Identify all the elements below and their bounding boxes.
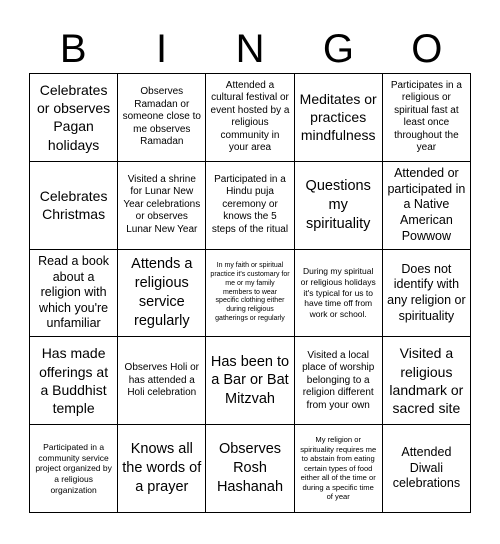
- bingo-cell[interactable]: Has been to a Bar or Bat Mitzvah: [206, 337, 294, 425]
- bingo-cell[interactable]: Observes Holi or has attended a Holi celebration: [118, 337, 206, 425]
- bingo-cell[interactable]: Knows all the words of a prayer: [118, 425, 206, 513]
- bingo-cell[interactable]: Observes Rosh Hashanah: [206, 425, 294, 513]
- bingo-cell[interactable]: Observes Ramadan or someone close to me observes Ramadan: [118, 74, 206, 162]
- bingo-cell[interactable]: Attended a cultural festival or event hosted by a religious community in your area: [206, 74, 294, 162]
- bingo-cell[interactable]: My religion or spirituality requires me to abstain from eating certain types of food either all of the time or during a specific time of year: [295, 425, 383, 513]
- header-letter-g: G: [322, 27, 354, 71]
- bingo-cell[interactable]: Participated in a community service project organized by a religious organization: [30, 425, 118, 513]
- bingo-header: [29, 28, 471, 70]
- bingo-cell[interactable]: Visited a local place of worship belonging to a religion different from your own: [295, 337, 383, 425]
- bingo-cell[interactable]: Celebrates Christmas: [30, 162, 118, 250]
- header-letter-n: N: [235, 27, 265, 71]
- header-letter-i: I: [156, 27, 168, 71]
- bingo-cell[interactable]: Visited a shrine for Lunar New Year celebrations or observes Lunar New Year: [118, 162, 206, 250]
- bingo-grid: [29, 73, 471, 513]
- bingo-cell[interactable]: Celebrates or observes Pagan holidays: [30, 74, 118, 162]
- bingo-cell[interactable]: Visited a religious landmark or sacred site: [383, 337, 471, 425]
- header-letter-o: O: [411, 27, 443, 71]
- bingo-cell[interactable]: Attends a religious service regularly: [118, 250, 206, 338]
- bingo-cell[interactable]: During my spiritual or religious holidays it's typical for us to have time off from work or school.: [295, 250, 383, 338]
- bingo-cell[interactable]: Read a book about a religion with which you're unfamiliar: [30, 250, 118, 338]
- bingo-cell[interactable]: Meditates or practices mindfulness: [295, 74, 383, 162]
- bingo-cell[interactable]: Participates in a religious or spiritual fast at least once throughout the year: [383, 74, 471, 162]
- header-letter-b: B: [59, 27, 87, 71]
- bingo-cell[interactable]: In my faith or spiritual practice it's customary for me or my family members to wear specific clothing either during religious gatherings or regularly: [206, 250, 294, 338]
- bingo-cell[interactable]: Attended or participated in a Native American Powwow: [383, 162, 471, 250]
- bingo-cell[interactable]: Attended Diwali celebrations: [383, 425, 471, 513]
- bingo-cell[interactable]: Has made offerings at a Buddhist temple: [30, 337, 118, 425]
- bingo-cell[interactable]: Does not identify with any religion or spirituality: [383, 250, 471, 338]
- bingo-cell[interactable]: Participated in a Hindu puja ceremony or knows the 5 steps of the ritual: [206, 162, 294, 250]
- bingo-cell[interactable]: Questions my spirituality: [295, 162, 383, 250]
